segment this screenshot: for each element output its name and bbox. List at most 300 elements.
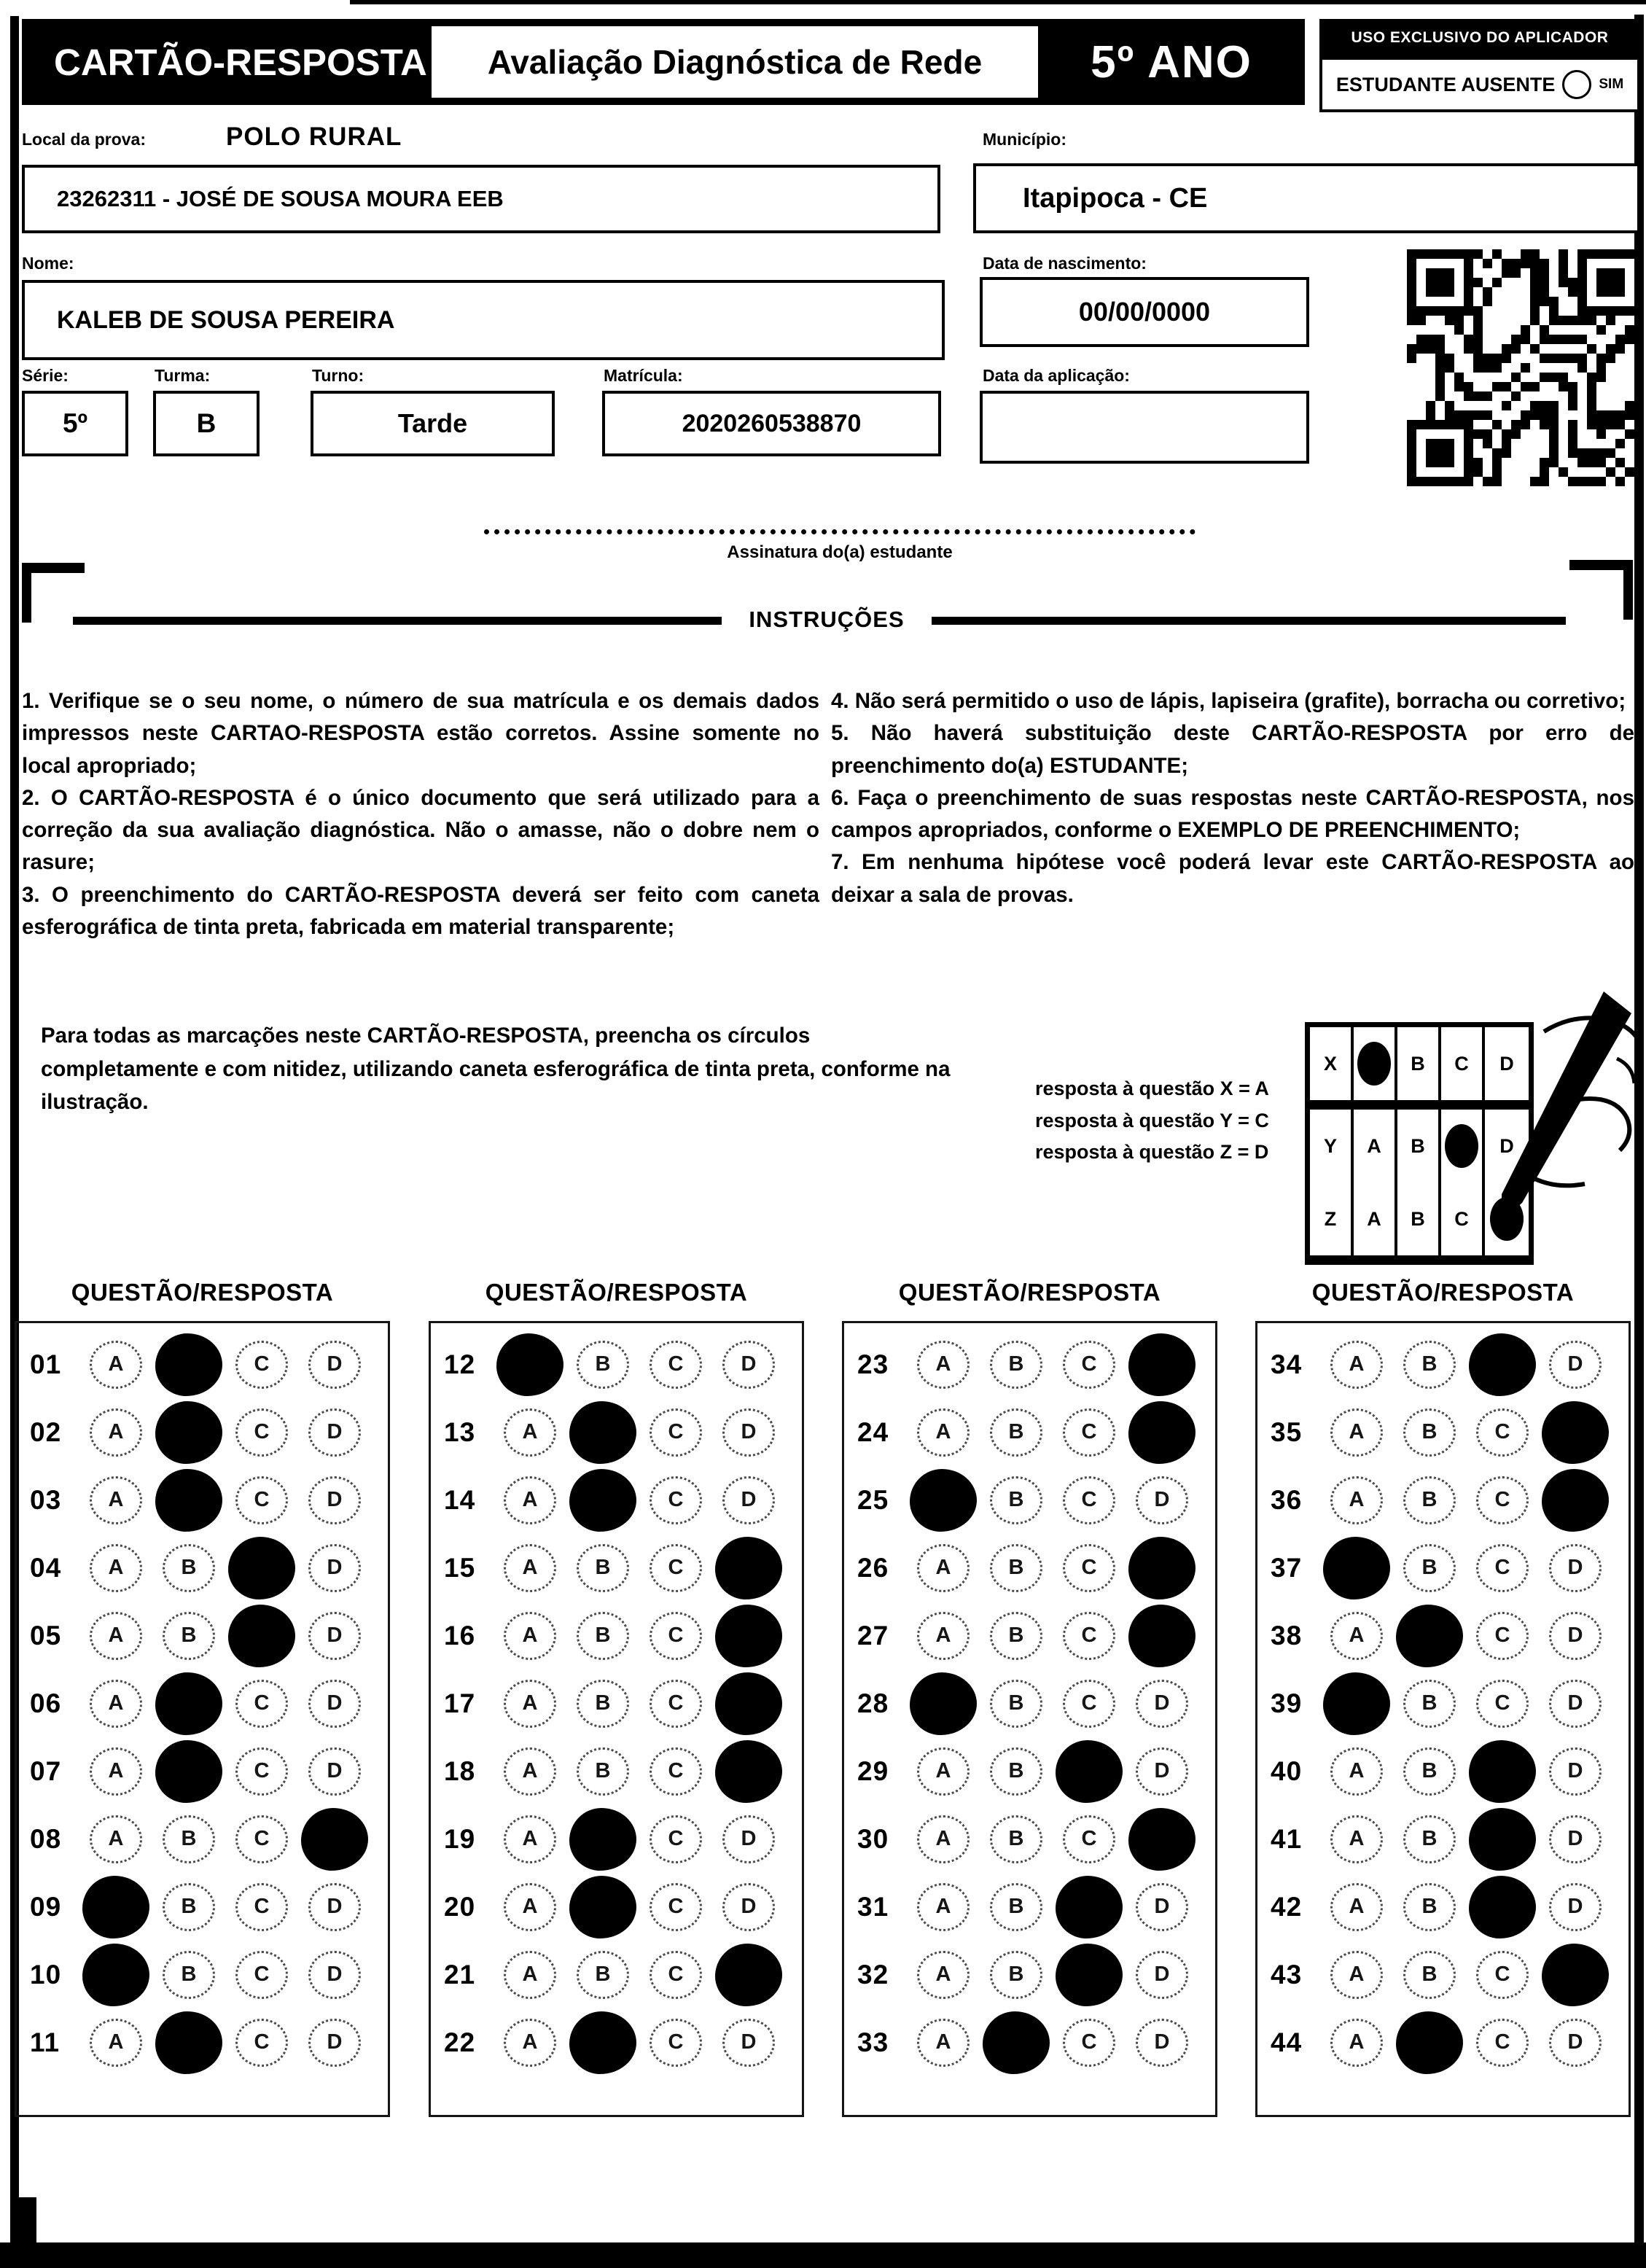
answer-bubble-filled[interactable] — [1128, 1537, 1196, 1599]
question-number: 05 — [30, 1620, 62, 1651]
answer-bubble-filled[interactable] — [569, 1401, 636, 1464]
answer-bubble[interactable]: C — [235, 1883, 288, 1931]
question-number: 21 — [444, 1959, 476, 1990]
answer-bubble[interactable]: B — [1403, 1680, 1456, 1728]
question-number: 39 — [1271, 1688, 1303, 1718]
question-number: 08 — [30, 1823, 62, 1854]
signature-line[interactable] — [484, 529, 1196, 534]
question-row — [17, 1534, 388, 1602]
question-number: 20 — [444, 1891, 476, 1922]
answer-bubble[interactable]: D — [722, 1341, 775, 1389]
answer-bubble-filled[interactable] — [715, 1944, 782, 2006]
answer-bubble[interactable]: A — [1330, 1951, 1383, 1999]
answer-bubble[interactable]: B — [1403, 1341, 1456, 1389]
answer-bubble[interactable]: B — [163, 1951, 215, 1999]
answer-bubble-filled[interactable] — [155, 1469, 222, 1532]
answer-bubble[interactable]: A — [1330, 2019, 1383, 2067]
header-subtitle: Avaliação Diagnóstica de Rede — [432, 26, 1038, 98]
answer-bubble-filled[interactable] — [1056, 1944, 1123, 2006]
answer-bubble[interactable]: A — [90, 1476, 142, 1524]
example-row-label: X — [1310, 1027, 1354, 1100]
instruction-item: 4. Não será permitido o uso de lápis, lapiseira (grafite), borracha ou corretivo; — [831, 689, 1626, 713]
example-legend-line: resposta à questão Z = D — [1035, 1141, 1269, 1164]
answer-bubble[interactable]: B — [163, 1544, 215, 1592]
question-number: 01 — [30, 1349, 62, 1379]
answer-bubble[interactable]: A — [504, 1408, 556, 1457]
example-legend-line: resposta à questão Y = C — [1035, 1109, 1269, 1131]
answer-bubble[interactable]: C — [650, 1476, 702, 1524]
answer-bubble[interactable]: D — [1549, 1341, 1602, 1389]
answer-bubble-filled[interactable] — [715, 1537, 782, 1599]
turno-label: Turno: — [312, 366, 364, 385]
instruction-item: 3. O preenchimento do CARTÃO-RESPOSTA deverá ser feito com caneta esferográfica de tinta preta, fabricada em material transparente; — [22, 882, 819, 939]
turma-label: Turma: — [155, 366, 211, 385]
answer-bubble[interactable]: A — [917, 1408, 970, 1457]
answer-bubble-filled[interactable] — [1542, 1944, 1609, 2006]
answer-bubble[interactable]: D — [1136, 1951, 1188, 1999]
question-number: 12 — [444, 1349, 476, 1379]
question-row — [431, 1669, 802, 1737]
answer-bubble[interactable]: B — [990, 1341, 1042, 1389]
answer-bubble[interactable]: A — [917, 1341, 970, 1389]
answer-bubble[interactable]: B — [163, 1815, 215, 1863]
question-number: 06 — [30, 1688, 62, 1718]
question-number: 40 — [1271, 1755, 1303, 1786]
answer-bubble-filled[interactable] — [569, 1808, 636, 1871]
answers-column — [1255, 1321, 1631, 2117]
answer-bubble[interactable]: A — [504, 1883, 556, 1931]
answer-bubble[interactable]: C — [1476, 1680, 1529, 1728]
municipio-label: Município: — [983, 130, 1066, 149]
answer-bubble[interactable]: B — [577, 1341, 629, 1389]
example-filled-bubble — [1357, 1042, 1391, 1086]
question-number: 09 — [30, 1891, 62, 1922]
turma-field: B — [153, 391, 260, 456]
question-number: 25 — [857, 1484, 889, 1515]
answer-bubble[interactable]: C — [650, 1747, 702, 1796]
answer-bubble[interactable]: C — [650, 1408, 702, 1457]
answer-bubble-filled[interactable] — [1323, 1672, 1390, 1735]
answer-bubble[interactable]: A — [917, 1815, 970, 1863]
instructions-col-1 — [22, 685, 819, 943]
question-row — [1257, 1602, 1629, 1669]
answer-bubble[interactable]: D — [1136, 2019, 1188, 2067]
example-cell: B — [1397, 1027, 1441, 1100]
example-row-label: Z — [1310, 1182, 1354, 1255]
answer-bubble-filled[interactable] — [155, 1740, 222, 1803]
answer-bubble[interactable]: D — [722, 1815, 775, 1863]
answer-bubble-filled[interactable] — [155, 2011, 222, 2074]
answer-bubble-filled[interactable] — [301, 1808, 368, 1871]
answer-bubble[interactable]: C — [650, 1883, 702, 1931]
question-number: 18 — [444, 1755, 476, 1786]
answer-bubble[interactable]: D — [1549, 1815, 1602, 1863]
grade-badge: 5º ANO — [1091, 36, 1252, 87]
question-row — [844, 1805, 1215, 1873]
answer-bubble-filled[interactable] — [228, 1537, 295, 1599]
answer-bubble[interactable]: B — [577, 1951, 629, 1999]
answer-bubble-filled[interactable] — [1128, 1605, 1196, 1667]
answer-bubble-filled[interactable] — [569, 2011, 636, 2074]
answer-bubble[interactable]: A — [504, 1544, 556, 1592]
answer-bubble[interactable]: D — [1549, 1612, 1602, 1660]
answer-bubble[interactable]: A — [1330, 1612, 1383, 1660]
question-row — [431, 1805, 802, 1873]
answer-bubble[interactable]: B — [990, 1680, 1042, 1728]
instruction-item: 7. Em nenhuma hipótese você poderá levar este CARTÃO-RESPOSTA ao deixar a sala de provas. — [831, 850, 1634, 907]
answer-bubble[interactable]: C — [1063, 1680, 1115, 1728]
answer-bubble[interactable]: D — [1136, 1680, 1188, 1728]
answer-bubble[interactable]: C — [235, 1341, 288, 1389]
question-row — [1257, 1873, 1629, 1941]
nascimento-label: Data de nascimento: — [983, 254, 1147, 273]
answer-bubble[interactable]: D — [308, 1747, 361, 1796]
question-row — [17, 1398, 388, 1466]
answer-bubble[interactable]: D — [1549, 1747, 1602, 1796]
question-row — [844, 1669, 1215, 1737]
answer-bubble[interactable]: C — [1476, 2019, 1529, 2067]
question-row — [1257, 1805, 1629, 1873]
answer-bubble[interactable]: A — [90, 1408, 142, 1457]
nome-field: KALEB DE SOUSA PEREIRA — [22, 280, 945, 360]
answer-bubble[interactable]: D — [308, 1341, 361, 1389]
question-number: 43 — [1271, 1959, 1303, 1990]
answer-bubble-filled[interactable] — [1469, 1876, 1536, 1938]
answer-bubble[interactable]: D — [722, 1883, 775, 1931]
answer-bubble[interactable]: A — [90, 1544, 142, 1592]
answer-bubble-filled[interactable] — [1542, 1401, 1609, 1464]
answer-bubble[interactable]: D — [722, 2019, 775, 2067]
answer-bubble[interactable]: A — [1330, 1341, 1383, 1389]
answer-bubble[interactable]: C — [1476, 1951, 1529, 1999]
answer-bubble[interactable]: D — [1549, 1680, 1602, 1728]
answer-bubble[interactable]: C — [650, 1544, 702, 1592]
answer-bubble[interactable]: A — [917, 1747, 970, 1796]
answer-bubble[interactable]: A — [90, 1341, 142, 1389]
answer-bubble[interactable]: C — [235, 1476, 288, 1524]
answer-bubble-filled[interactable] — [1396, 1605, 1463, 1667]
answer-bubble[interactable]: B — [1403, 1476, 1456, 1524]
answers-column-title: QUESTÃO/RESPOSTA — [1311, 1279, 1575, 1306]
question-row — [1257, 1466, 1629, 1534]
turno-field: Tarde — [311, 391, 555, 456]
question-row — [431, 1534, 802, 1602]
answer-bubble[interactable]: A — [504, 1612, 556, 1660]
answer-bubble[interactable]: B — [990, 1544, 1042, 1592]
answer-bubble-filled[interactable] — [715, 1740, 782, 1803]
answer-bubble[interactable]: A — [1330, 1815, 1383, 1863]
answer-bubble-filled[interactable] — [1396, 2011, 1463, 2074]
answer-bubble[interactable]: C — [650, 1341, 702, 1389]
question-number: 03 — [30, 1484, 62, 1515]
answer-bubble-filled[interactable] — [1056, 1740, 1123, 1803]
answer-bubble[interactable]: A — [1330, 1883, 1383, 1931]
answer-bubble[interactable]: B — [577, 1680, 629, 1728]
answer-bubble[interactable]: C — [235, 1408, 288, 1457]
page-edge-top — [350, 0, 1646, 4]
question-number: 33 — [857, 2027, 889, 2057]
answer-bubble[interactable]: C — [1476, 1408, 1529, 1457]
question-row — [1257, 1669, 1629, 1737]
answer-bubble[interactable]: A — [1330, 1408, 1383, 1457]
question-number: 26 — [857, 1552, 889, 1583]
answer-bubble[interactable]: D — [1549, 2019, 1602, 2067]
answer-bubble[interactable]: A — [90, 1680, 142, 1728]
matricula-label: Matrícula: — [604, 366, 683, 385]
question-number: 04 — [30, 1552, 62, 1583]
answer-bubble-filled[interactable] — [910, 1672, 977, 1735]
answers-column-title: QUESTÃO/RESPOSTA — [898, 1279, 1161, 1306]
question-number: 15 — [444, 1552, 476, 1583]
example-cell: B — [1397, 1110, 1441, 1182]
example-filled-bubble — [1445, 1124, 1478, 1168]
answer-bubble-filled[interactable] — [569, 1876, 636, 1938]
question-row — [1257, 1737, 1629, 1805]
answer-bubble[interactable]: B — [1403, 1883, 1456, 1931]
answer-bubble-filled[interactable] — [1469, 1808, 1536, 1871]
answer-bubble[interactable]: D — [308, 2019, 361, 2067]
question-row — [1257, 1941, 1629, 2008]
question-row — [1257, 1398, 1629, 1466]
answer-bubble[interactable]: B — [990, 1815, 1042, 1863]
answer-bubble-filled[interactable] — [496, 1333, 563, 1396]
instructions-divider-left — [73, 617, 722, 625]
answer-bubble[interactable]: A — [504, 1815, 556, 1863]
answer-bubble[interactable]: A — [90, 1747, 142, 1796]
answer-bubble[interactable]: A — [917, 2019, 970, 2067]
question-number: 16 — [444, 1620, 476, 1651]
question-row — [431, 1873, 802, 1941]
answer-bubble[interactable]: B — [990, 1883, 1042, 1931]
answer-bubble-filled[interactable] — [1128, 1401, 1196, 1464]
answer-bubble[interactable]: A — [917, 1612, 970, 1660]
question-row — [17, 1602, 388, 1669]
answer-bubble[interactable]: B — [163, 1883, 215, 1931]
answer-bubble[interactable]: B — [577, 1544, 629, 1592]
answer-bubble[interactable]: A — [90, 1815, 142, 1863]
answer-bubble[interactable]: D — [308, 1476, 361, 1524]
example-cell: B — [1397, 1182, 1441, 1255]
question-row — [431, 1330, 802, 1398]
question-number: 37 — [1271, 1552, 1303, 1583]
answer-bubble[interactable]: C — [1476, 1612, 1529, 1660]
example-legend — [1035, 1073, 1269, 1169]
answer-bubble[interactable]: C — [650, 1951, 702, 1999]
answer-bubble[interactable]: C — [1476, 1476, 1529, 1524]
municipio-field: Itapipoca - CE — [973, 163, 1640, 233]
nome-label: Nome: — [22, 254, 74, 273]
question-number: 42 — [1271, 1891, 1303, 1922]
question-number: 17 — [444, 1688, 476, 1718]
question-number: 29 — [857, 1755, 889, 1786]
answer-bubble-filled[interactable] — [569, 1469, 636, 1532]
question-number: 13 — [444, 1416, 476, 1447]
question-row — [1257, 1534, 1629, 1602]
local-label: Local da prova: — [22, 130, 146, 149]
question-row — [844, 2008, 1215, 2076]
answer-bubble[interactable]: C — [1063, 1815, 1115, 1863]
answer-bubble[interactable]: A — [90, 1612, 142, 1660]
question-number: 24 — [857, 1416, 889, 1447]
answer-bubble[interactable]: D — [722, 1476, 775, 1524]
instruction-item: 6. Faça o preenchimento de suas respostas neste CARTÃO-RESPOSTA, nos campos apropriados, conforme o EXEMPLO DE PREENCHIMENTO; — [831, 785, 1634, 842]
question-row — [1257, 2008, 1629, 2076]
answer-bubble[interactable]: C — [235, 2019, 288, 2067]
example-cell: A — [1354, 1182, 1397, 1255]
answer-bubble[interactable]: D — [308, 1612, 361, 1660]
answer-bubble[interactable]: D — [308, 1883, 361, 1931]
example-cell: C — [1441, 1182, 1485, 1255]
answer-bubble[interactable]: A — [504, 1951, 556, 1999]
question-number: 10 — [30, 1959, 62, 1990]
registration-mark-left — [22, 563, 85, 623]
answer-bubble[interactable]: C — [1063, 1341, 1115, 1389]
question-row — [17, 1737, 388, 1805]
answer-bubble-filled[interactable] — [1469, 1333, 1536, 1396]
instructions-title: INSTRUÇÕES — [749, 607, 905, 632]
local-value: POLO RURAL — [226, 122, 402, 151]
answer-bubble-filled[interactable] — [155, 1672, 222, 1735]
answer-bubble[interactable]: B — [163, 1612, 215, 1660]
answer-bubble[interactable]: D — [1549, 1883, 1602, 1931]
question-row — [844, 1398, 1215, 1466]
answer-bubble[interactable]: C — [1063, 2019, 1115, 2067]
page-edge-bottom — [0, 2242, 1646, 2268]
answer-bubble[interactable]: D — [308, 1408, 361, 1457]
answer-bubble[interactable]: C — [1063, 1544, 1115, 1592]
question-row — [17, 1330, 388, 1398]
question-row — [431, 1737, 802, 1805]
instruction-item: 5. Não haverá substituição deste CARTÃO-RESPOSTA por erro de preenchimento do(a) ESTUDANTE; — [831, 721, 1634, 778]
answer-bubble[interactable]: A — [1330, 1747, 1383, 1796]
serie-field: 5º — [22, 391, 128, 456]
school-field: 23262311 - JOSÉ DE SOUSA MOURA EEB — [22, 165, 940, 233]
answer-bubble-filled[interactable] — [1128, 1333, 1196, 1396]
answer-bubble-filled[interactable] — [1323, 1537, 1390, 1599]
answer-bubble[interactable]: D — [308, 1680, 361, 1728]
answers-column-title: QUESTÃO/RESPOSTA — [71, 1279, 334, 1306]
answer-bubble[interactable]: D — [1549, 1544, 1602, 1592]
question-number: 23 — [857, 1349, 889, 1379]
answer-bubble[interactable]: A — [917, 1544, 970, 1592]
answer-bubble[interactable]: A — [1330, 1476, 1383, 1524]
instructions-col-2 — [831, 685, 1634, 911]
answer-bubble-filled[interactable] — [228, 1605, 295, 1667]
example-cell: D — [1499, 1052, 1514, 1075]
instruction-item: 1. Verifique se o seu nome, o número de sua matrícula e os demais dados impressos neste CARTAO-RESPOSTA estão corretos. Assine somente no local apropriado; — [22, 689, 819, 778]
instruction-item: 2. O CARTÃO-RESPOSTA é o único documento que será utilizado para a correção da sua avaliação diagnóstica. Não o amasse, não o dobre nem o rasure; — [22, 785, 819, 875]
instructions-divider-right — [932, 617, 1566, 625]
answer-bubble[interactable]: B — [577, 1747, 629, 1796]
question-row — [17, 1466, 388, 1534]
answer-bubble[interactable]: A — [917, 1951, 970, 1999]
question-row — [844, 1602, 1215, 1669]
answer-bubble[interactable]: D — [722, 1408, 775, 1457]
answer-bubble[interactable]: D — [1136, 1883, 1188, 1931]
answer-bubble[interactable]: A — [917, 1883, 970, 1931]
question-row — [844, 1466, 1215, 1534]
answer-bubble-filled[interactable] — [82, 1876, 149, 1938]
question-row — [1257, 1330, 1629, 1398]
answer-bubble[interactable]: C — [1063, 1408, 1115, 1457]
answer-bubble[interactable]: C — [235, 1951, 288, 1999]
question-number: 44 — [1271, 2027, 1303, 2057]
answer-bubble[interactable]: A — [504, 1476, 556, 1524]
answer-bubble[interactable]: D — [1136, 1747, 1188, 1796]
question-number: 30 — [857, 1823, 889, 1854]
answer-bubble[interactable]: C — [650, 1680, 702, 1728]
answer-bubble-filled[interactable] — [1469, 1740, 1536, 1803]
answer-bubble-filled[interactable] — [715, 1605, 782, 1667]
answer-bubble[interactable]: D — [308, 1544, 361, 1592]
answer-bubble[interactable]: C — [650, 1815, 702, 1863]
example-cell — [1441, 1110, 1485, 1182]
question-number: 07 — [30, 1755, 62, 1786]
answer-bubble[interactable]: B — [1403, 1747, 1456, 1796]
answer-bubble[interactable]: D — [1136, 1476, 1188, 1524]
answer-bubble-filled[interactable] — [1542, 1469, 1609, 1532]
student-absent-box — [1319, 57, 1640, 112]
matricula-field: 2020260538870 — [602, 391, 941, 456]
serie-label: Série: — [22, 366, 69, 385]
answer-bubble[interactable]: B — [990, 1747, 1042, 1796]
answer-bubble[interactable]: C — [235, 1815, 288, 1863]
answer-bubble-filled[interactable] — [910, 1469, 977, 1532]
answer-bubble[interactable]: B — [577, 1612, 629, 1660]
answer-bubble[interactable]: C — [1476, 1544, 1529, 1592]
answer-bubble[interactable]: A — [504, 2019, 556, 2067]
answer-bubble[interactable]: B — [990, 1408, 1042, 1457]
answer-bubble[interactable]: B — [1403, 1408, 1456, 1457]
answer-bubble-filled[interactable] — [82, 1944, 149, 2006]
answer-bubble[interactable]: A — [504, 1680, 556, 1728]
question-number: 32 — [857, 1959, 889, 1990]
answer-bubble[interactable]: A — [504, 1747, 556, 1796]
answer-bubble-filled[interactable] — [983, 2011, 1050, 2074]
answer-bubble-filled[interactable] — [155, 1401, 222, 1464]
answer-bubble[interactable]: B — [1403, 1951, 1456, 1999]
answer-bubble[interactable]: B — [1403, 1544, 1456, 1592]
answer-bubble[interactable]: B — [990, 1476, 1042, 1524]
absent-mark-bubble[interactable] — [1562, 70, 1591, 99]
answer-bubble[interactable]: C — [1063, 1612, 1115, 1660]
answer-bubble[interactable]: B — [990, 1951, 1042, 1999]
question-row — [17, 2008, 388, 2076]
answer-bubble[interactable]: C — [235, 1680, 288, 1728]
answers-column — [842, 1321, 1217, 2117]
answer-bubble-filled[interactable] — [715, 1672, 782, 1735]
answer-bubble[interactable]: C — [235, 1747, 288, 1796]
answer-bubble[interactable]: C — [650, 2019, 702, 2067]
answer-bubble[interactable]: D — [308, 1951, 361, 1999]
answer-bubble[interactable]: C — [650, 1612, 702, 1660]
answer-bubble[interactable]: B — [1403, 1815, 1456, 1863]
answer-bubble[interactable]: B — [990, 1612, 1042, 1660]
example-paragraph: Para todas as marcações neste CARTÃO-RESPOSTA, preencha os círculos completamente e com nitidez, utilizando caneta esferográfica de tinta preta, conforme na ilustração. — [41, 1024, 951, 1115]
answer-bubble[interactable]: A — [90, 2019, 142, 2067]
question-row — [844, 1534, 1215, 1602]
answer-bubble[interactable]: C — [1063, 1476, 1115, 1524]
answer-bubble-filled[interactable] — [1056, 1876, 1123, 1938]
answer-bubble-filled[interactable] — [1128, 1808, 1196, 1871]
question-row — [844, 1330, 1215, 1398]
question-row — [844, 1873, 1215, 1941]
question-number: 35 — [1271, 1416, 1303, 1447]
aplicador-strip: USO EXCLUSIVO DO APLICADOR — [1319, 19, 1640, 57]
answer-bubble-filled[interactable] — [155, 1333, 222, 1396]
question-row — [17, 1805, 388, 1873]
question-number: 19 — [444, 1823, 476, 1854]
